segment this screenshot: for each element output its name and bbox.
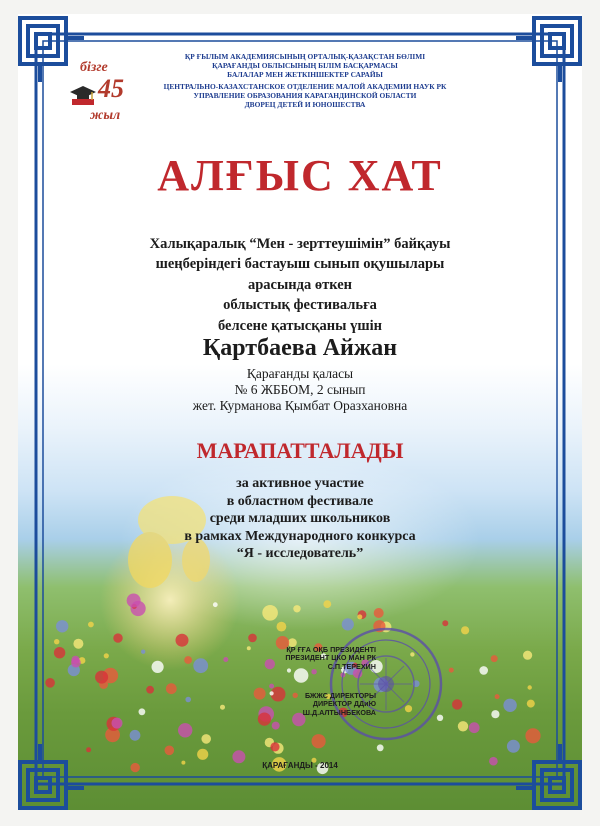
signature-president [236, 646, 376, 671]
recipient-name: Қартбаева Айжан [202, 335, 398, 361]
signature-line: ПРЕЗИДЕНТ ЦКО МАН РК [285, 653, 376, 663]
header-kz-line: ҚР ҒЫЛЫМ АКАДЕМИЯСЫНЫҢ ОРТАЛЫҚ-ҚАЗАҚСТАН БӨЛІМІ [184, 52, 426, 61]
signature-line: С.П.ТЕРЕХИН [327, 661, 376, 671]
award-heading: МАРАПАТТАЛАДЫ [196, 438, 404, 463]
header-kz-line: ҚАРАҒАНДЫ ОБЛЫСЫНЫҢ БІЛІМ БАСҚАРМАСЫ [212, 61, 398, 70]
intro-line: Халықаралық “Мен - зерттеушімін” байқауы [149, 236, 451, 252]
intro-text [0, 234, 600, 336]
header-kz-line: БАЛАЛАР МЕН ЖЕТКІНШЕКТЕР САРАЙЫ [227, 70, 383, 79]
signature-line: ҚР ҒҒА ОҚБ ПРЕЗИДЕНТІ [286, 645, 376, 654]
anniversary-logo [68, 60, 130, 144]
russian-line: “Я - исследователь” [236, 546, 364, 562]
header-ru-line: ДВОРЕЦ ДЕТЕЙ И ЮНОШЕСТВА [244, 100, 366, 109]
recipient-info-line: Қарағанды қаласы [246, 366, 354, 381]
signature-line: БЖЖС ДИРЕКТОРЫ [304, 691, 376, 700]
russian-line: среди младших школьников [209, 511, 391, 527]
intro-line: шеңберіндегі бастауыш сынып оқушылары [155, 256, 445, 273]
russian-line: за активное участие [236, 476, 364, 491]
corner-ornament [20, 744, 84, 808]
recipient-info-line: жет. Курманова Қымбат Оразхановна [192, 398, 408, 413]
certificate-title: АЛҒЫС ХАТ [157, 151, 443, 200]
corner-ornament [516, 744, 580, 808]
russian-text [0, 475, 600, 563]
header-ru-line: УПРАВЛЕНИЕ ОБРАЗОВАНИЯ КАРАГАНДИНСКОЙ ОБЛАСТИ [193, 91, 417, 100]
logo-number: 45 [98, 74, 124, 103]
graduation-cap-icon [70, 84, 96, 106]
recipient-info [0, 366, 600, 414]
logo-word-bottom: жыл [90, 108, 121, 123]
intro-line: арасында өткен [247, 276, 353, 293]
intro-line: облыстық фестивальға [223, 297, 377, 314]
signature-line: ДИРЕКТОР ДДиЮ [312, 699, 376, 709]
signature-line: Ш.Д.АЛТЫНБЕКОВА [302, 707, 376, 717]
header-kazakh [140, 52, 470, 79]
intro-line: белсене қатысқаны үшін [218, 317, 382, 334]
header-ru-line: ЦЕНТРАЛЬНО-КАЗАХСТАНСКОЕ ОТДЕЛЕНИЕ МАЛОЙ АКАДЕМИИ НАУК РК [163, 82, 447, 91]
russian-line: в областном фестивале [226, 493, 374, 509]
official-seal [328, 626, 444, 742]
recipient-info-line: № 6 ЖББОМ, 2 сынып [234, 382, 366, 397]
signature-director [236, 692, 376, 717]
footer-city-year: ҚАРАҒАНДЫ - 2014 [262, 761, 338, 770]
russian-line: в рамках Международного конкурса [184, 528, 416, 544]
logo-word-top: бізге [80, 60, 108, 75]
corner-ornament [516, 18, 580, 82]
header-russian [140, 82, 470, 109]
